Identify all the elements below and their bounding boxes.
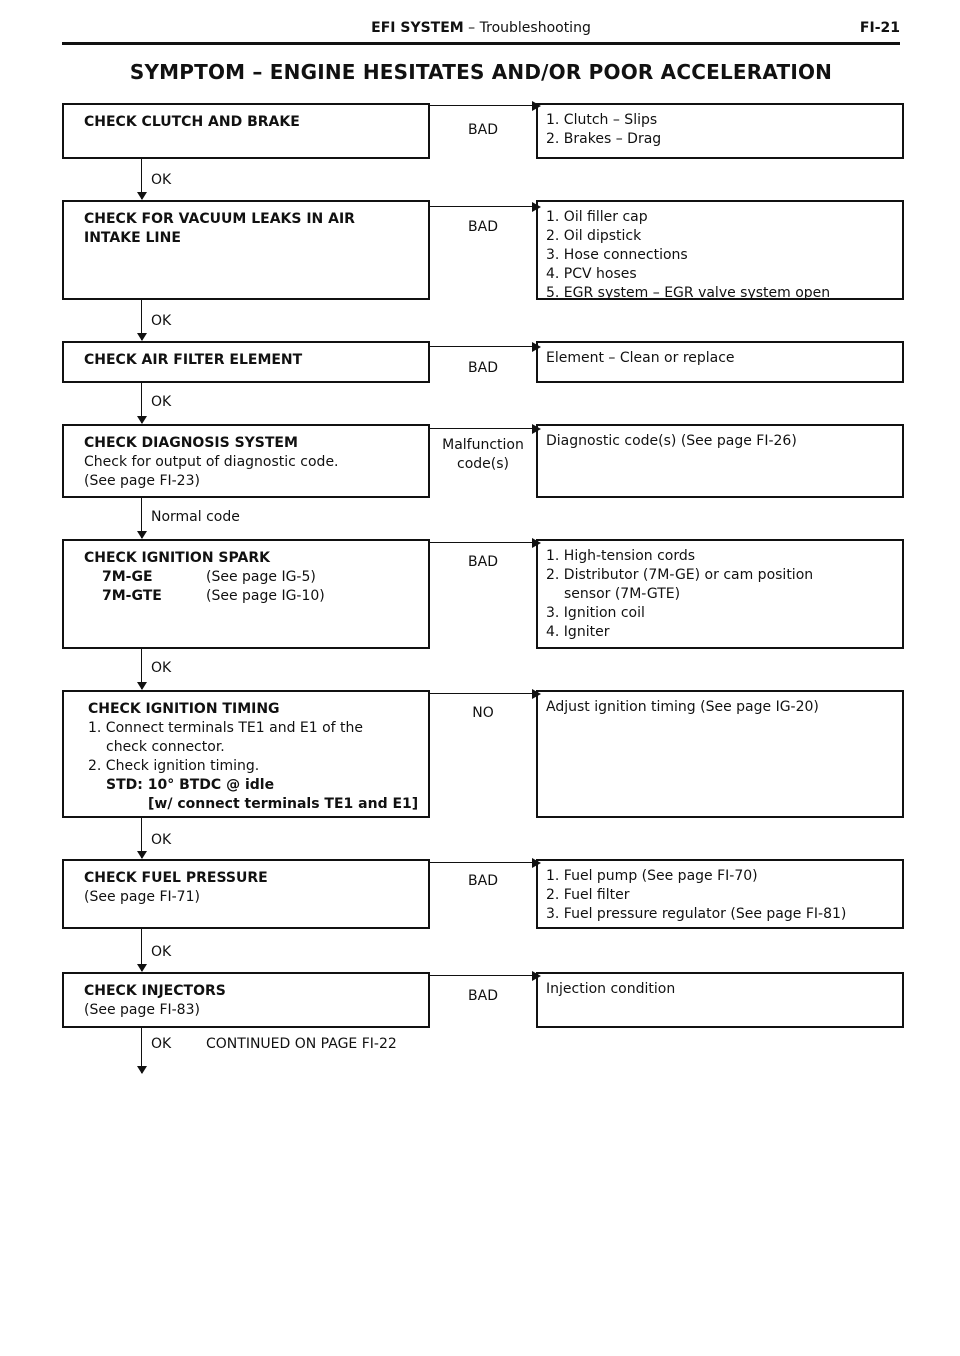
continued-note: CONTINUED ON PAGE FI-22 <box>206 1036 397 1052</box>
check-box-air-filter <box>62 341 430 383</box>
check-detail: (See page FI-83) <box>84 1002 200 1018</box>
check-box-injectors <box>62 972 430 1028</box>
page-ref: (See page IG-5) <box>206 569 316 585</box>
fix-item: 1. Clutch – Slips <box>546 112 658 128</box>
check-title: CHECK AIR FILTER ELEMENT <box>84 352 303 368</box>
fix-item: Adjust ignition timing (See page IG-20) <box>546 699 819 715</box>
result-label: BAD <box>468 219 498 235</box>
fix-item: 3. Hose connections <box>546 247 688 263</box>
fix-item: 2. Oil dipstick <box>546 228 642 244</box>
down-arrow-icon <box>137 964 147 972</box>
fix-item: Element – Clean or replace <box>546 350 735 366</box>
bad-connector <box>430 862 536 863</box>
down-arrow-icon <box>137 1066 147 1074</box>
check-detail: (See page FI-23) <box>84 473 200 489</box>
fix-item: 2. Distributor (7M-GE) or cam position <box>546 567 814 583</box>
bad-connector <box>430 975 536 976</box>
result-label-line: Malfunction <box>442 437 524 453</box>
fix-item: 5. EGR system – EGR valve system open <box>546 285 831 301</box>
fix-item: Diagnostic code(s) (See page FI-26) <box>546 433 797 449</box>
result-label: NO <box>472 705 494 721</box>
page-title: SYMPTOM – ENGINE HESITATES AND/OR POOR ACCELERATION <box>129 60 833 84</box>
check-title: CHECK IGNITION TIMING <box>88 701 280 717</box>
ok-label: OK <box>151 172 172 188</box>
down-arrow-icon <box>137 682 147 690</box>
result-label: BAD <box>468 360 498 376</box>
malfunction-connector <box>430 428 536 429</box>
check-title: CHECK DIAGNOSIS SYSTEM <box>84 435 298 451</box>
header-separator: – <box>463 20 480 36</box>
check-title: CHECK INJECTORS <box>84 983 226 999</box>
ok-label: OK <box>151 832 172 848</box>
result-label: BAD <box>468 122 498 138</box>
fix-item: 1. Oil filler cap <box>546 209 648 225</box>
ok-label: OK <box>151 394 172 410</box>
check-title: CHECK FOR VACUUM LEAKS IN AIR <box>84 211 355 227</box>
no-connector <box>430 693 536 694</box>
fix-box-ignition-spark <box>536 539 904 649</box>
fix-item: 2. Brakes – Drag <box>546 131 662 147</box>
normal-code-label: Normal code <box>151 509 240 525</box>
result-label-line: code(s) <box>457 456 509 472</box>
result-label: BAD <box>468 988 498 1004</box>
page-number: FI-21 <box>859 20 900 36</box>
fix-box-fuel-pressure <box>536 859 904 929</box>
fix-item: 4. Igniter <box>546 624 610 640</box>
check-title: CHECK FUEL PRESSURE <box>84 870 268 886</box>
fix-item: 1. Fuel pump (See page FI-70) <box>546 868 758 884</box>
check-box-vacuum-leaks <box>62 200 430 300</box>
fix-box-ignition-timing <box>536 690 904 818</box>
engine-code: 7M-GE <box>102 569 153 585</box>
fix-box-injectors <box>536 972 904 1028</box>
fix-box-clutch-brake <box>536 103 904 159</box>
check-detail: Check for output of diagnostic code. <box>84 454 339 470</box>
fix-box-vacuum-leaks <box>536 200 904 300</box>
standard-note: [w/ connect terminals TE1 and E1] <box>148 796 419 812</box>
fix-box-air-filter <box>536 341 904 383</box>
ok-label: OK <box>151 1036 172 1052</box>
fix-item: 3. Ignition coil <box>546 605 645 621</box>
bad-connector <box>430 346 536 347</box>
check-box-fuel-pressure <box>62 859 430 929</box>
bad-connector <box>430 542 536 543</box>
check-detail: (See page FI-71) <box>84 889 200 905</box>
bad-connector <box>430 105 536 106</box>
down-arrow-icon <box>137 333 147 341</box>
engine-code-row <box>84 568 428 587</box>
result-label: BAD <box>468 873 498 889</box>
engine-code-row <box>84 587 428 606</box>
ok-label: OK <box>151 944 172 960</box>
fix-box-diagnosis <box>536 424 904 498</box>
check-title: CHECK IGNITION SPARK <box>84 550 270 566</box>
check-box-ignition-timing <box>62 690 430 818</box>
fix-item: 2. Fuel filter <box>546 887 630 903</box>
check-detail: 2. Check ignition timing. <box>88 758 260 774</box>
engine-code: 7M-GTE <box>102 588 162 604</box>
ok-label: OK <box>151 660 172 676</box>
check-detail: check connector. <box>106 739 225 755</box>
fix-item: 1. High-tension cords <box>546 548 696 564</box>
check-title: CHECK CLUTCH AND BRAKE <box>84 114 300 130</box>
check-box-clutch-brake <box>62 103 430 159</box>
fix-item: Injection condition <box>546 981 676 997</box>
fix-item-continued: sensor (7M-GTE) <box>564 586 681 602</box>
down-arrow-icon <box>137 192 147 200</box>
check-box-ignition-spark <box>62 539 430 649</box>
header-title <box>62 20 900 36</box>
header-section: EFI SYSTEM <box>371 20 464 36</box>
header-subtitle: Troubleshooting <box>479 20 591 36</box>
check-detail: 1. Connect terminals TE1 and E1 of the <box>88 720 364 736</box>
check-box-diagnosis-system <box>62 424 430 498</box>
result-label: BAD <box>468 554 498 570</box>
down-arrow-icon <box>137 531 147 539</box>
page-header <box>62 20 900 45</box>
result-label <box>440 436 526 474</box>
bad-connector <box>430 206 536 207</box>
page-ref: (See page IG-10) <box>206 588 325 604</box>
standard-value: STD: 10° BTDC @ idle <box>106 777 275 793</box>
down-arrow-icon <box>137 851 147 859</box>
fix-item: 3. Fuel pressure regulator (See page FI-81) <box>546 906 847 922</box>
fix-item: 4. PCV hoses <box>546 266 637 282</box>
check-title: INTAKE LINE <box>84 230 181 246</box>
down-arrow-icon <box>137 416 147 424</box>
ok-label: OK <box>151 313 172 329</box>
